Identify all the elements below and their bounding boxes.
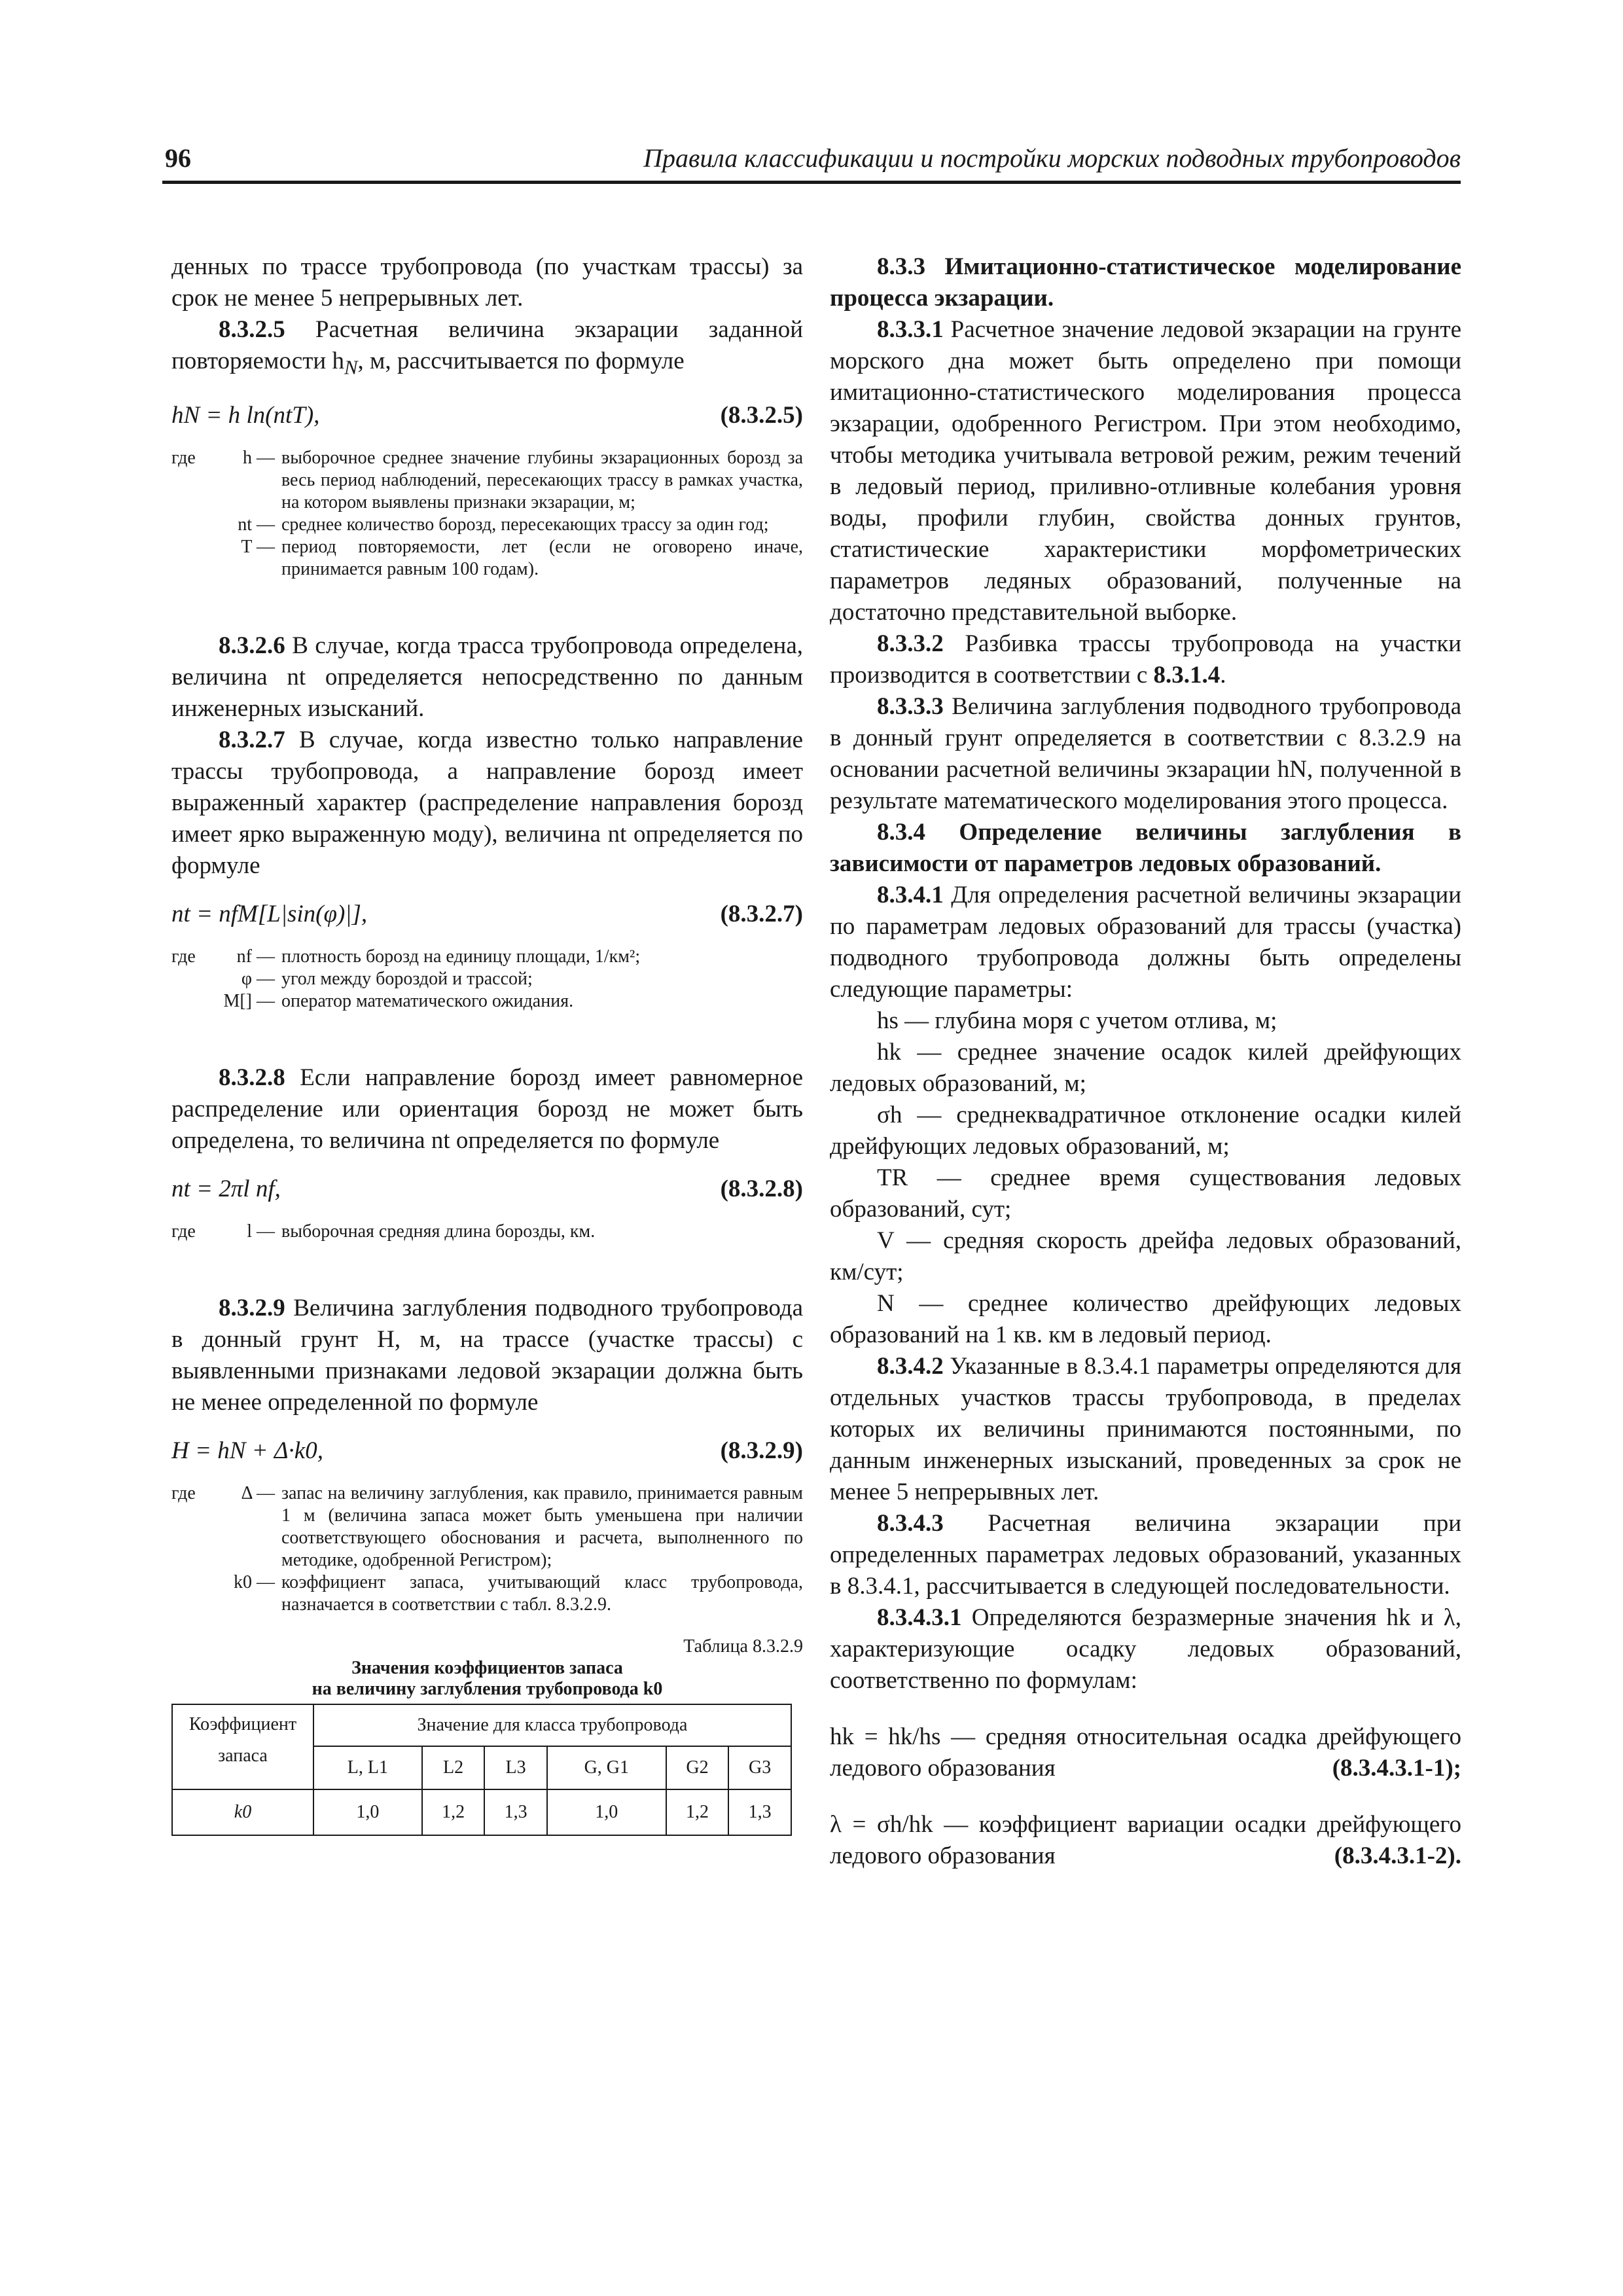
paragraph-8-3-4: 8.3.4 Определение величины заглубления в зависимости от параметров ледовых образований.	[830, 819, 1461, 877]
table-header-cell: G2	[666, 1746, 729, 1789]
formula-expression: nt = 2πl nf,	[171, 1175, 281, 1203]
page-header	[162, 143, 1461, 183]
parameter-item: TR — среднее время существования ледовых образований, сут;	[830, 1164, 1461, 1223]
legend-row: M[] — оператор математического ожидания.	[223, 991, 574, 1012]
table-caption: Таблица 8.3.2.9	[683, 1636, 803, 1657]
table-header-cell: G, G1	[547, 1746, 666, 1789]
left-column	[171, 251, 803, 1836]
table-row-label: k0	[172, 1789, 313, 1835]
table-cell: 1,0	[313, 1789, 422, 1835]
formula-8-3-4-3-1-2: λ = σh/hk — коэффициент вариации осадки дрейфующего ледового образования (8.3.4.3.1-2).	[830, 1811, 1461, 1869]
paragraph-8-3-3: 8.3.3 Имитационно-статистическое моделирование процесса экзарации.	[830, 253, 1461, 312]
formula-number: (8.3.2.8)	[720, 1175, 803, 1203]
table-cell: 1,2	[422, 1789, 485, 1835]
paragraph-8-3-4-3: 8.3.4.3 Расчетная величина экзарации при определенных параметрах ледовых образований, указанных в 8.3.4.1, рассчитывается в следующей последовательности.	[830, 1510, 1461, 1600]
formula-expression: H = hN + Δ·k0,	[171, 1437, 323, 1465]
legend-row: где nf — плотность борозд на единицу площади, 1/км²;	[171, 946, 641, 967]
paragraph-8-3-2-7: 8.3.2.7 В случае, когда известно только направление трассы трубопровода, а направление борозд имеет выраженный характер (распределение направления борозд имеет ярко выраженную моду), величина nt определяется по формуле	[171, 726, 803, 880]
table-header-cell: L2	[422, 1746, 485, 1789]
table-corner-cell: Коэффициент запаса	[172, 1704, 313, 1789]
paragraph-8-3-3-3: 8.3.3.3 Величина заглубления подводного трубопровода в донный грунт определяется в соответствии с 8.3.2.9 на основании расчетной величины экзарации hN, полученной в результате математического моделирования этого процесса.	[830, 693, 1461, 814]
table-cell: 1,3	[484, 1789, 547, 1835]
parameter-item: V — средняя скорость дрейфа ледовых образований, км/сут;	[830, 1227, 1461, 1285]
paragraph-8-3-4-3-1: 8.3.4.3.1 Определяются безразмерные значения hk и λ, характеризующие осадку ледовых образований, соответственно по формулам:	[830, 1604, 1461, 1694]
table-header-row	[172, 1704, 791, 1746]
legend-row: nt — среднее количество борозд, пересекающих трассу за один год;	[238, 514, 769, 535]
legend-row: T — период повторяемости, лет (если не оговорено иначе, принимается равным 100 годам).	[241, 537, 803, 580]
paragraph-8-3-4-1: 8.3.4.1 Для определения расчетной величины экзарации по параметрам ледовых образований для трассы (участка) подводного трубопровода должны быть определены следующие параметры:	[830, 882, 1461, 1003]
formula-legend-1	[171, 447, 803, 581]
legend-row: φ — угол между бороздой и трассой;	[241, 969, 533, 990]
page-number: 96	[165, 143, 191, 173]
parameter-item: hk — среднее значение осадок килей дрейфующих ледовых образований, м;	[830, 1039, 1461, 1097]
formula-number: (8.3.2.7)	[720, 901, 803, 928]
table-cell: 1,3	[728, 1789, 791, 1835]
parameter-item: hs — глубина моря с учетом отлива, м;	[877, 1007, 1277, 1034]
formula-legend-2	[171, 946, 803, 1013]
legend-row: k0 — коэффициент запаса, учитывающий класс трубопровода, назначается в соответствии с табл. 8.3.2.9.	[234, 1572, 803, 1615]
table-title: на величину заглубления трубопровода k0	[312, 1679, 663, 1700]
paragraph-8-3-2-8: 8.3.2.8 Если направление борозд имеет равномерное распределение или ориентация борозд не может быть определена, то величина nt определяется по формуле	[171, 1064, 803, 1155]
running-title: Правила классификации и постройки морских подводных трубопроводов	[643, 143, 1461, 173]
table-header-cell: L, L1	[313, 1746, 422, 1789]
formula-number: (8.3.2.9)	[720, 1437, 803, 1465]
formula-legend-3	[171, 1221, 803, 1243]
paragraph-8-3-3-1: 8.3.3.1 Расчетное значение ледовой экзарации на грунте морского дна может быть определено при помощи имитационно-статистического моделирования процесса экзарации, одобренного Регистром. При этом необходимо, чтобы методика учитывала ветровой режим, режим течений в ледовый период, приливно-отливные колебания уровня воды, профили глубин, свойства донных грунтов, статистические характеристики морфометрических параметров ледяных образований, полученные на достаточно представительной выборке.	[830, 316, 1461, 626]
table-title: Значения коэффициентов запаса	[351, 1658, 623, 1679]
parameter-item: N — среднее количество дрейфующих ледовых образований на 1 кв. км в ледовый период.	[830, 1290, 1461, 1348]
legend-row: где h — выборочное среднее значение глубины экзарационных борозд за весь период наблюдений, пересекающих трассу в рамках участка, на котором выявлены признаки экзарации, м;	[171, 448, 803, 513]
paragraph-8-3-2-5: 8.3.2.5 Расчетная величина экзарации заданной повторяемости $h_N$, м, рассчитывается по формуле	[171, 316, 803, 379]
formula-8-3-2-5	[171, 400, 803, 431]
legend-row: где Δ — запас на величину заглубления, как правило, принимается равным 1 м (величина запаса может быть уменьшена при наличии соответствующего обоснования и расчета, выполненного по методике, одобренной Регистром);	[171, 1483, 803, 1571]
formula-expression: nt = nfM[L|sin(φ)|],	[171, 901, 368, 928]
formula-8-3-2-8	[171, 1174, 803, 1205]
table-cell: 1,2	[666, 1789, 729, 1835]
formula-number: (8.3.2.5)	[720, 402, 803, 429]
formula-legend-4	[171, 1482, 803, 1616]
legend-row: где l — выборочная средняя длина борозды, км.	[171, 1221, 596, 1242]
paragraph: денных по трассе трубопровода (по участкам трассы) за срок не менее 5 непрерывных лет.	[171, 253, 803, 312]
header-rule	[162, 181, 1461, 184]
formula-8-3-2-7	[171, 899, 803, 930]
formula-expression: hN = h ln(ntT),	[171, 402, 320, 429]
paragraph-8-3-2-6: 8.3.2.6 В случае, когда трасса трубопровода определена, величина nt определяется непосредственно по данным инженерных изысканий.	[171, 632, 803, 723]
paragraph-8-3-2-9: 8.3.2.9 Величина заглубления подводного трубопровода в донный грунт H, м, на трассе (участке трассы) с выявленными признаками ледовой экзарации должна быть не менее определенной по формуле	[171, 1295, 803, 1416]
table-row	[172, 1789, 791, 1835]
table-cell: 1,0	[547, 1789, 666, 1835]
formula-8-3-2-9	[171, 1435, 803, 1467]
right-column	[830, 251, 1461, 1872]
table-header-cell: G3	[728, 1746, 791, 1789]
table-header-cell: L3	[484, 1746, 547, 1789]
paragraph-8-3-4-2: 8.3.4.2 Указанные в 8.3.4.1 параметры определяются для отдельных участков трассы трубопровода, в пределах которых их величины принимаются постоянными, по данным инженерных изысканий, проведенных за срок не менее 5 непрерывных лет.	[830, 1353, 1461, 1505]
coefficient-table	[171, 1704, 792, 1836]
parameter-item: σh — среднеквадратичное отклонение осадки килей дрейфующих ледовых образований, м;	[830, 1102, 1461, 1160]
formula-8-3-4-3-1-1: hk = hk/hs — средняя относительная осадка дрейфующего ледового образования (8.3.4.3.1-1);	[830, 1723, 1461, 1782]
paragraph-8-3-3-2: 8.3.3.2 Разбивка трассы трубопровода на участки производится в соответствии с 8.3.1.4.	[830, 630, 1461, 689]
table-group-header: Значение для класса трубопровода	[313, 1704, 791, 1746]
